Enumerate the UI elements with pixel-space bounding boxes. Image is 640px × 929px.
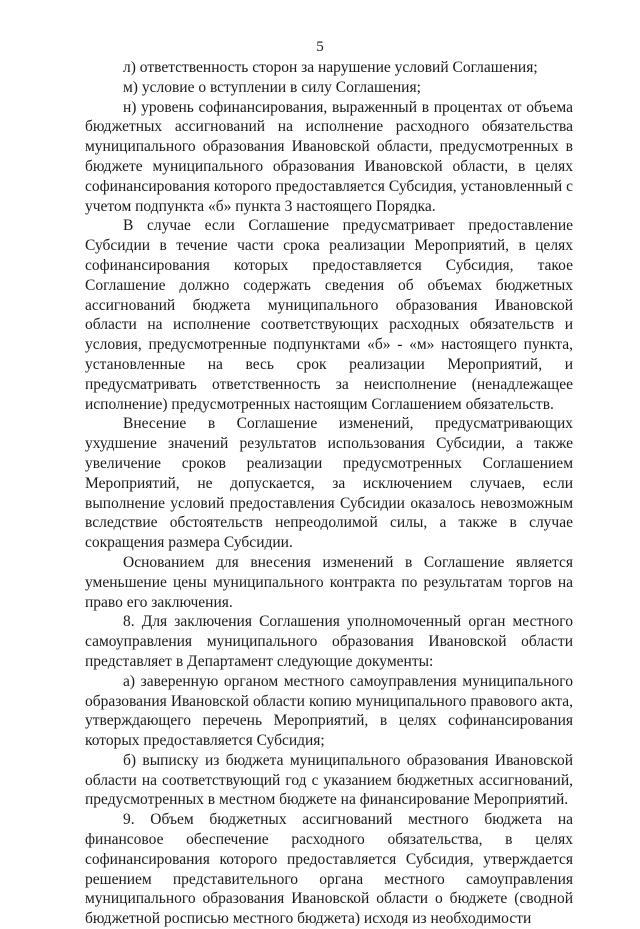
paragraph-item-a: а) заверенную органом местного самоуправления муниципального образования Ивановской области копию муниципального правового акта, утверждающего перечень Мероприятий, в целях софинансирования которых предоставляется Субсидия; [85,672,573,750]
document-body [85,58,573,929]
paragraph-item-n: н) уровень софинансирования, выраженный в процентах от объема бюджетных ассигнований на исполнение расходного обязательства муниципального образования Ивановской области, предусмотренных в бюджете муниципального образования Ивановской области, в целях софинансирования которого предоставляется Субсидия, установленный с учетом подпункта «б» пункта 3 настоящего Порядка. [85,98,573,215]
paragraph-section-9: 9. Объем бюджетных ассигнований местного бюджета на финансовое обеспечение расходного обязательства, в целях софинансирования которого предоставляется Субсидия, утверждается решением представительного органа местного самоуправления муниципального образования Ивановской области о бюджете (сводной бюджетной росписью местного бюджета) исходя из необходимости [85,811,573,928]
paragraph-amendment-basis: Основанием для внесения изменений в Соглашение является уменьшение цены муниципального контракта по результатам торгов на право его заключения. [85,553,573,611]
paragraph-item-m: м) условие о вступлении в силу Соглашения; [123,78,421,96]
paragraph-item-b: б) выписку из бюджета муниципального образования Ивановской области на соответствующий год с указанием бюджетных ассигнований, предусмотренных в местном бюджете на финансирование Мероприятий. [85,751,573,809]
paragraph-section-8: 8. Для заключения Соглашения уполномоченный орган местного самоуправления муниципального образования Ивановской области представляет в Департамент следующие документы: [85,613,573,670]
paragraph-amendments: Внесение в Соглашение изменений, предусматривающих ухудшение значений результатов использования Субсидии, а также увеличение сроков реализации предусмотренных Соглашением Мероприятий, не допускается, за исключением случаев, если выполнение условий предоставления Субсидии оказалось невозможным вследствие обстоятельств непреодолимой силы, а также в случае сокращения размера Субсидии. [85,415,573,552]
paragraph-partial-term: В случае если Соглашение предусматривает предоставление Субсидии в течение части срока реализации Мероприятий, в целях софинансирования которых предоставляется Субсидия, такое Соглашение должно содержать сведения об объемах бюджетных ассигнований бюджета муниципального образования Ивановской области на исполнение соответствующих расходных обязательств и условия, предусмотренные подпунктами «б» - «м» настоящего пункта, установленные на весь срок реализации Мероприятий, и предусматривать ответственность за неисполнение (ненадлежащее исполнение) предусмотренных настоящим Соглашением обязательств. [85,217,573,413]
paragraph-item-l: л) ответственность сторон за нарушение условий Соглашения; [123,59,538,76]
page-number: 5 [316,39,324,55]
